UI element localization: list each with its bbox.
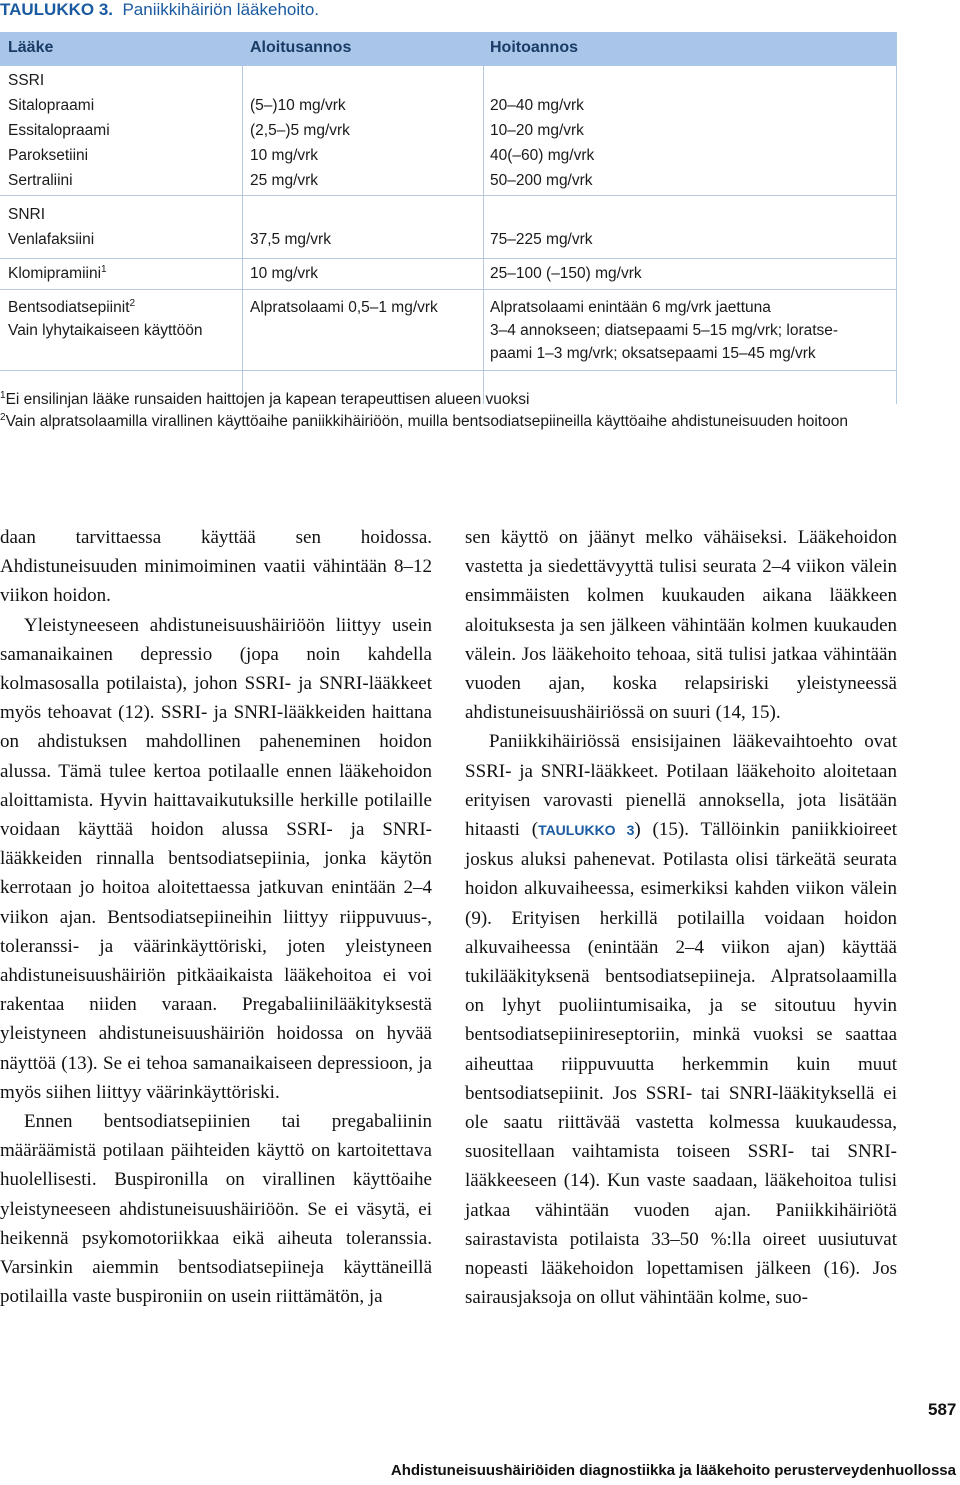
group-snri: SNRI — [8, 206, 46, 223]
treatment-dose: Alpratsolaami enintään 6 mg/vrk jaettuna — [490, 299, 771, 316]
treatment-dose: 10–20 mg/vrk — [490, 122, 584, 139]
row-divider — [0, 258, 897, 259]
header-drug: Lääke — [8, 39, 54, 56]
footnote: $^1$Ei ensilinjan lääke runsaiden haittojen ja kapean terapeuttisen alueen vuoksi — [0, 390, 530, 409]
start-dose: 37,5 mg/vrk — [250, 231, 331, 248]
body-column-left — [0, 523, 432, 1311]
table-reference-link[interactable]: TAULUKKO 3 — [538, 822, 635, 839]
table-caption — [0, 0, 319, 20]
header-start-dose: Aloitusannos — [250, 39, 352, 56]
paragraph: Paniikkihäiriössä ensisijainen lääkevaihtoehto ovat SSRI- ja SNRI-lääkkeet. Potilaan lääkehoito aloitetaan erityisen varovasti pienellä annoksella, jota lisätään hitaasti (TAULUKKO 3) (15). Tällöinkin paniikkioireet joskus aluksi pahenevat. Potilasta olisi tärkeätä seurata hoidon alkuvaiheessa, esimerkiksi kahden viikon välein (9). Erityisen herkillä potilailla voidaan hoidon alkuvaiheessa (enintään 2–4 viikon ajan) käyttää tukilääkityksenä bentsodiatsepiineja. Alpratsolaamilla on lyhyt puoliintumisaika, ja se sitoutuu hyvin bentsodiatsepiinireseptoriin, minkä vuoksi se saattaa aiheuttaa riippuvuutta herkemmin kuin muut bentsodiatsepiinit. Jos SSRI- tai SNRI-lääkityksellä ei ole saatu riittävää vastetta kolmessa kuukaudessa, suositellaan vaihtamista toiseen SSRI- tai SNRI-lääkkeeseen (14). Kun vaste saadaan, lääkehoitoa tulisi jatkaa vähintään vuoden ajan. Paniikkihäiriötä sairastavista potilaista 33–50 %:lla oireet uusiutuvat nopeasti lääkehoidon lopettamisen jälkeen (16). Jos sairausjaksoja on ollut vähintään kolme, suo- — [465, 731, 897, 1309]
drug-name: Klomipramiini$^1$ — [8, 263, 107, 282]
drug-name: Essitalopraami — [8, 122, 110, 139]
drug-name: Sertraliini — [8, 172, 73, 189]
drug-name: Venlafaksiini — [8, 231, 95, 248]
treatment-dose: 20–40 mg/vrk — [490, 97, 584, 114]
footnote: $^2$Vain alpratsolaamilla virallinen käyttöaihe paniikkihäiriöön, muilla bentsodiatsepiineilla käyttöaihe ahdistuneisuuden hoitoon — [0, 412, 848, 431]
table-caption-text: Paniikkihäiriön lääkehoito. — [122, 0, 320, 19]
paragraph: sen käyttö on jäänyt melko vähäiseksi. Lääkehoidon vastetta ja siedettävyyttä tulisi seurata 2–4 viikon välein ensimmäisten kolmen kuukauden aikana lääkkeen aloituksesta ja sen jälkeen vähintään kolmen kuukauden välein. Jos lääkehoito tehoaa, sitä tulisi jatkaa vähintään vuoden ajan, koska relapsiriski yleistyneessä ahdistuneisuushäiriössä on suuri (14, 15). — [465, 527, 897, 724]
body-column-right — [465, 523, 897, 1312]
page-number: 587 — [928, 1400, 957, 1419]
drug-name: Paroksetiini — [8, 147, 89, 164]
start-dose: 10 mg/vrk — [250, 147, 319, 164]
dosage-table — [0, 32, 897, 377]
treatment-dose: paami 1–3 mg/vrk; oksatsepaami 15–45 mg/vrk — [490, 345, 816, 362]
start-dose: (2,5–)5 mg/vrk — [250, 122, 350, 139]
group-ssri: SSRI — [8, 72, 45, 89]
column-divider — [896, 66, 897, 404]
column-divider — [242, 66, 243, 404]
paragraph: Ennen bentsodiatsepiinien tai pregabaliinin määräämistä potilaan päihteiden käyttö on kartoitettava huolellisesti. Buspironilla on virallinen käyttöaihe yleistyneeseen ahdistuneisuushäiriöön. Se ei väsytä, ei heikennä psykomotoriikkaa eikä aiheuta toleranssia. Varsinkin aiemmin bentsodiatsepiineja käyttäneillä potilailla vaste buspironiin on usein riittämätön, ja — [0, 1111, 432, 1308]
paragraph: Yleistyneeseen ahdistuneisuushäiriöön liittyy usein samanaikainen depressio (jopa noin kahdella kolmasosalla potilaista), johon SSRI- ja SNRI-lääkkeet myös tehoavat (12). SSRI- ja SNRI-lääkkeiden haittana on ahdistuksen mahdollinen paheneminen hoidon alussa. Tämä tulee kertoa potilaalle ennen lääkehoidon aloittamista. Hyvin haittavaikutuksille herkille potilaille voidaan käyttää hoidon alussa SSRI- ja SNRI-lääkkeiden rinnalla bentsodiatsepiinia, jonka käytön kerrotaan jo hoitoa aloitettaessa jatkuvan enintään 2–4 viikon ajan. Bentsodiatsepiineihin liittyy riippuvuus-, toleranssi- ja väärinkäyttöriski, joten yleistyneen ahdistuneisuushäiriön pitkäaikaista lääkehoitoa ei voi rakentaa niiden varaan. Pregabaliinilääkityksestä yleistyneen ahdistuneisuushäiriön hoidossa on hyvää näyttöä (13). Se ei tehoa samanaikaiseen depressioon, ja myös siihen liittyy väärinkäyttöriski. — [0, 614, 432, 1103]
row-divider — [0, 195, 897, 196]
start-dose: 10 mg/vrk — [250, 265, 319, 282]
running-footer: Ahdistuneisuushäiriöiden diagnostiikka ja lääkehoito perusterveydenhuollossa — [390, 1462, 956, 1479]
header-treatment-dose: Hoitoannos — [490, 39, 578, 56]
treatment-dose: 75–225 mg/vrk — [490, 231, 593, 248]
paragraph: daan tarvittaessa käyttää sen hoidossa. Ahdistuneisuuden minimoiminen vaatii vähintään 8–12 viikon hoidon. — [0, 527, 432, 607]
drug-name: Sitalopraami — [8, 97, 95, 114]
treatment-dose: 50–200 mg/vrk — [490, 172, 593, 189]
start-dose: Alpratsolaami 0,5–1 mg/vrk — [250, 299, 438, 316]
row-divider — [0, 370, 897, 371]
drug-name: Bentsodiatsepiinit$^2$ — [8, 297, 136, 316]
row-divider — [0, 289, 897, 290]
table-header-row — [0, 32, 897, 66]
start-dose: 25 mg/vrk — [250, 172, 319, 189]
column-divider — [483, 66, 484, 404]
drug-note: Vain lyhytaikaiseen käyttöön — [8, 322, 203, 339]
start-dose: (5–)10 mg/vrk — [250, 97, 346, 114]
table-caption-label: TAULUKKO 3. — [0, 0, 114, 19]
treatment-dose: 25–100 (–150) mg/vrk — [490, 265, 642, 282]
treatment-dose: 40(–60) mg/vrk — [490, 147, 595, 164]
treatment-dose: 3–4 annokseen; diatsepaami 5–15 mg/vrk; loratse- — [490, 322, 839, 339]
